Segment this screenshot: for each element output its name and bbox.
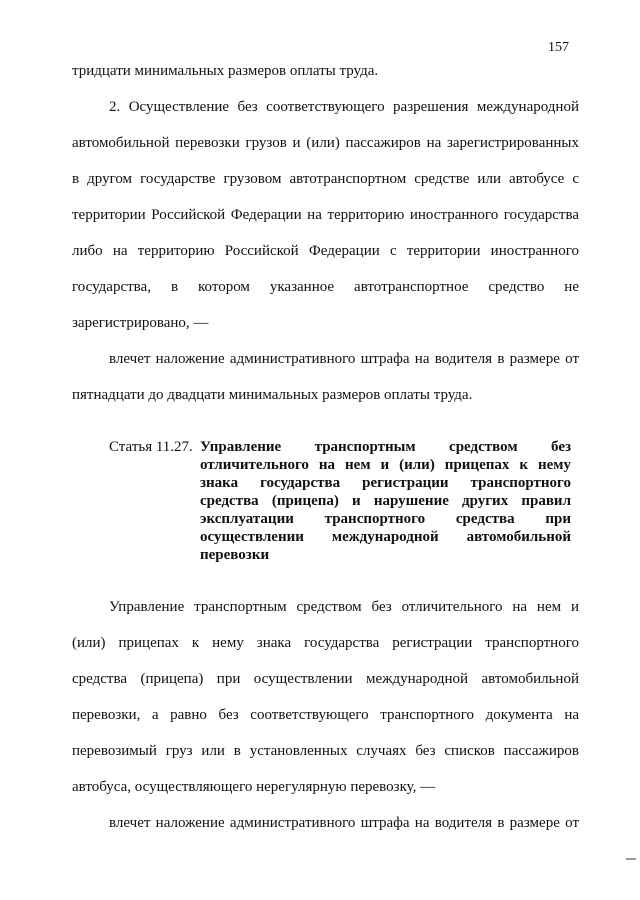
text-line: либо на территорию Российской Федерации с территории иностранного xyxy=(72,243,579,259)
text-line: влечет наложение административного штрафа на водителя в размере от xyxy=(109,815,579,831)
text-line: средства (прицепа) при осуществлении международной автомобильной xyxy=(72,671,579,687)
text-line: автомобильной перевозки грузов и (или) пассажиров на зарегистрированных xyxy=(72,135,579,151)
text-line: пятнадцати до двадцати минимальных размеров оплаты труда. xyxy=(72,387,473,403)
article-title-line: Управление транспортным средством без xyxy=(200,439,571,455)
text-line: влечет наложение административного штрафа на водителя в размере от xyxy=(109,351,579,367)
text-line: государства, в котором указанное автотранспортное средство не xyxy=(72,279,579,295)
text-line: тридцати минимальных размеров оплаты труда. xyxy=(72,63,379,79)
page-number: 157 xyxy=(548,40,569,55)
article-title-line: средства (прицепа) и нарушение других правил xyxy=(200,493,571,509)
text-line: 2. Осуществление без соответствующего разрешения международной xyxy=(109,99,579,115)
text-line: зарегистрировано, — xyxy=(72,315,209,331)
text-line: перевозимый груз или в установленных случаях без списков пассажиров xyxy=(72,743,579,759)
text-line: автобуса, осуществляющего нерегулярную перевозку, — xyxy=(72,779,436,795)
text-line: в другом государстве грузовом автотранспортном средстве или автобусе с xyxy=(72,171,579,187)
text-line: (или) прицепах к нему знака государства регистрации транспортного xyxy=(72,635,579,651)
text-line: территории Российской Федерации на территорию иностранного государства xyxy=(72,207,579,223)
article-title-line: осуществлении международной автомобильной xyxy=(200,529,571,545)
text-line: Управление транспортным средством без отличительного на нем и xyxy=(109,599,579,615)
article-label: Статья 11.27. xyxy=(109,439,193,455)
article-title-line: отличительного на нем и (или) прицепах к нему xyxy=(200,457,571,473)
scan-mark xyxy=(626,858,636,860)
text-line: перевозки, а равно без соответствующего транспортного документа на xyxy=(72,707,579,723)
article-title-line: перевозки xyxy=(200,547,270,563)
article-title-line: эксплуатации транспортного средства при xyxy=(200,511,571,527)
article-title-line: знака государства регистрации транспортного xyxy=(200,475,571,491)
